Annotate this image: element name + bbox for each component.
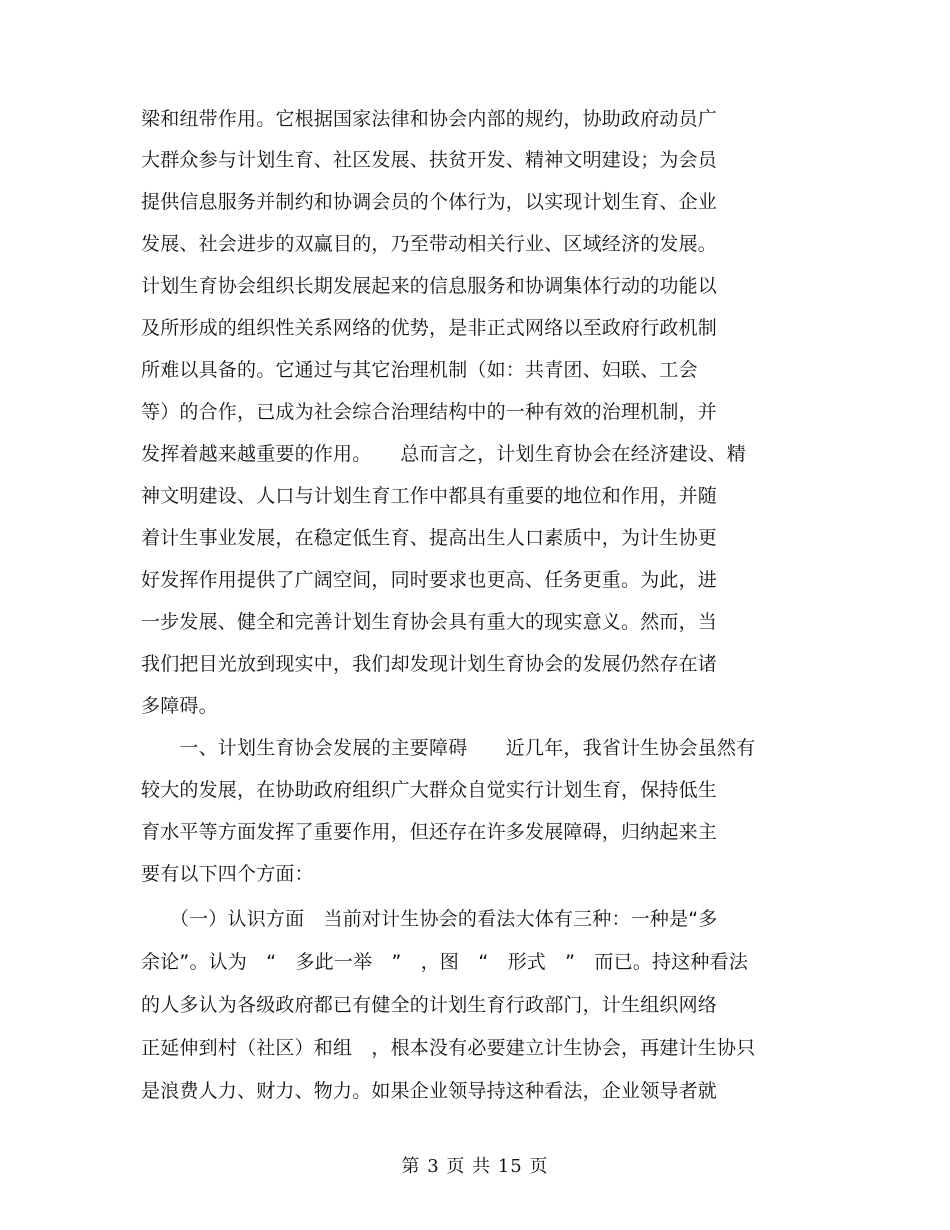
text-line: 发挥着越来越重要的作用。 总而言之，计划生育协会在经济建设、精	[141, 443, 746, 465]
text-line: 多障碍。	[141, 695, 218, 717]
text-line: 育水平等方面发挥了重要作用，但还存在许多发展障碍，归纳起来主	[141, 821, 718, 843]
subsection-heading-line: （一）认识方面 当前对计生协会的看法大体有三种：一种是“多	[141, 908, 718, 930]
text-line: 等）的合作，已成为社会综合治理结构中的一种有效的治理机制，并	[141, 401, 718, 423]
text-line: 发展、社会进步的双赢目的，乃至带动相关行业、区域经济的发展。	[141, 233, 718, 255]
text-line: 余论”。认为 “ 多此一举 ” ，图 “ 形式 ” 而已。持这种看法	[141, 951, 749, 973]
text-line: 的人多认为各级政府都已有健全的计划生育行政部门，计生组织网络	[141, 994, 718, 1016]
text-line: 较大的发展，在协助政府组织广大群众自觉实行计划生育，保持低生	[141, 779, 718, 801]
text-line: 及所形成的组织性关系网络的优势，是非正式网络以至政府行政机制	[141, 317, 718, 339]
text-line: 着计生事业发展，在稳定低生育、提高出生人口素质中，为计生协更	[141, 527, 718, 549]
text-line: 要有以下四个方面：	[141, 863, 314, 885]
text-line: 计划生育协会组织长期发展起来的信息服务和协调集体行动的功能以	[141, 275, 718, 297]
text-line: 我们把目光放到现实中，我们却发现计划生育协会的发展仍然存在诸	[141, 653, 718, 675]
text-line: 正延伸到村（社区）和组 ，根本没有必要建立计生协会，再建计生协只	[141, 1037, 756, 1059]
text-line: 所难以具备的。它通过与其它治理机制（如：共青团、妇联、工会	[141, 359, 698, 381]
section-heading-line: 一、计划生育协会发展的主要障碍 近几年，我省计生协会虽然有	[141, 737, 756, 759]
page-number-footer: 第 3 页 共 15 页	[401, 1156, 549, 1177]
text-line: 一步发展、健全和完善计划生育协会具有重大的现实意义。然而，当	[141, 611, 718, 633]
text-line: 好发挥作用提供了广阔空间，同时要求也更高、任务更重。为此，进	[141, 569, 718, 591]
text-line: 是浪费人力、财力、物力。如果企业领导持这种看法，企业领导者就	[141, 1080, 718, 1102]
text-line: 大群众参与计划生育、社区发展、扶贫开发、精神文明建设；为会员	[141, 149, 718, 171]
text-line: 提供信息服务并制约和协调会员的个体行为，以实现计划生育、企业	[141, 191, 718, 213]
text-line: 神文明建设、人口与计划生育工作中都具有重要的地位和作用，并随	[141, 485, 718, 507]
text-line: 梁和纽带作用。它根据国家法律和协会内部的规约，协助政府动员广	[141, 108, 718, 130]
